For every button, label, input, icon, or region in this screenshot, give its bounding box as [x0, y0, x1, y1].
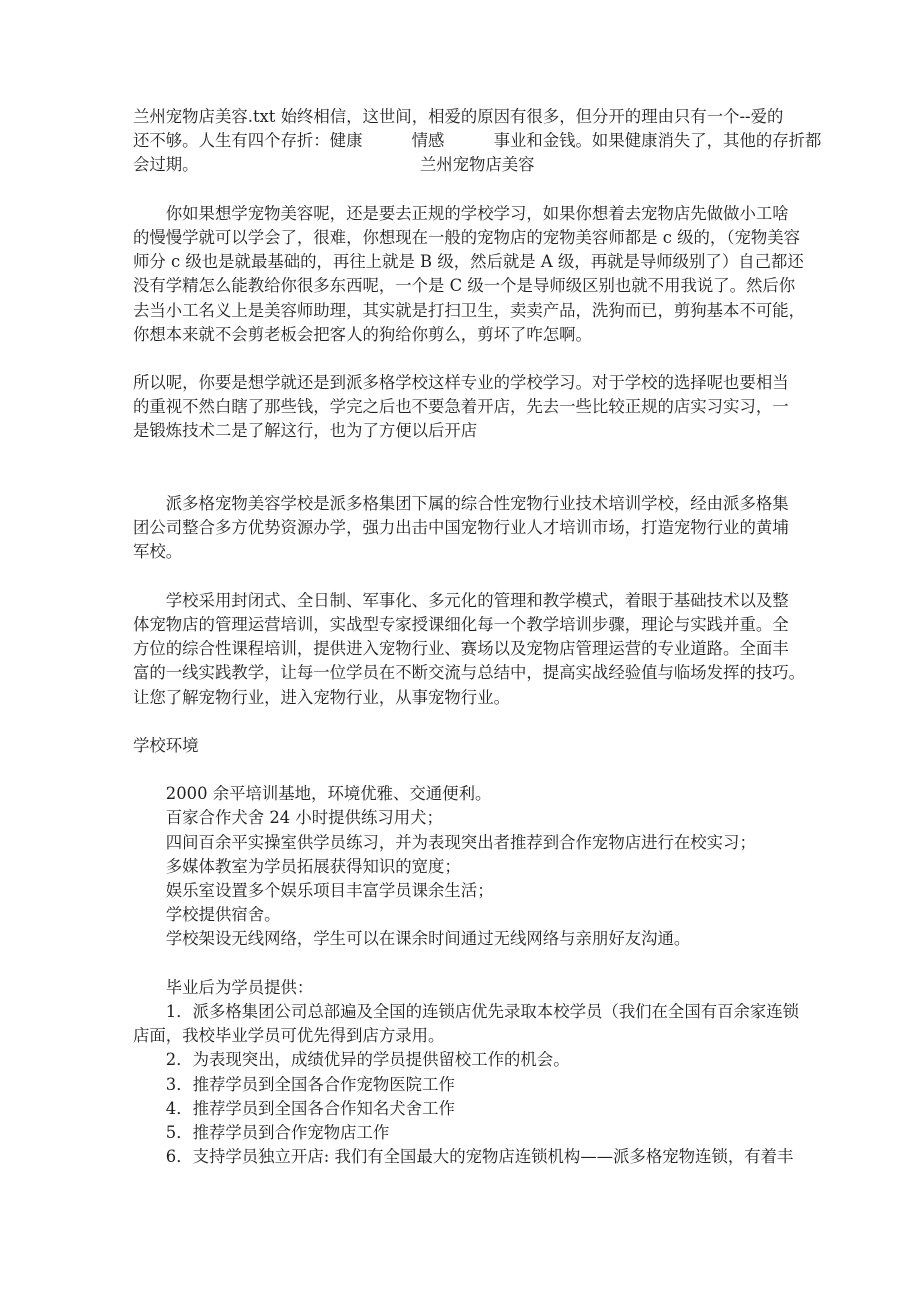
text-line: 所以呢，你要是想学就还是到派多格学校这样专业的学校学习。对于学校的选择呢也要相当: [133, 373, 789, 393]
text-line: 学校采用封闭式、全日制、军事化、多元化的管理和教学模式，着眼于基础技术以及整: [133, 590, 789, 610]
text-line: 的重视不然白瞎了那些钱，学完之后也不要急着开店，先去一些比较正规的店实习实习，一: [133, 397, 789, 417]
list-school-environment: [133, 782, 860, 951]
text-line: 店面，我校毕业学员可优先得到店方录用。: [133, 1026, 445, 1046]
text-line: 毕业后为学员提供：: [133, 977, 314, 997]
text-line: 学校架设无线网络，学生可以在课余时间通过无线网络与亲朋好友沟通。: [133, 929, 691, 949]
text-line: 还不够。人生有四个存折：健康 情感 事业和金钱。如果健康消失了，其他的存折都: [133, 131, 822, 151]
text-line: 去当小工名义上是美容师助理，其实就是打扫卫生，卖卖产品，洗狗而已，剪狗基本不可能，: [133, 300, 806, 320]
text-line: 百家合作犬舍 24 小时提供练习用犬；: [133, 808, 443, 828]
text-line: 学校环境: [133, 735, 199, 755]
text-line: 是锻炼技术二是了解这行，也为了方便以后开店: [133, 421, 478, 441]
list-graduate-benefits: [133, 976, 860, 1170]
text-line: 6．支持学员独立开店: 我们有全国最大的宠物店连锁机构——派多格宠物连锁，有着丰: [133, 1147, 794, 1167]
text-line: 军校。: [133, 542, 183, 562]
paragraph-learning-advice: [133, 202, 860, 347]
text-line: 方位的综合性课程培训，提供进入宠物行业、赛场以及宠物店管理运营的专业道路。全面丰: [133, 639, 789, 659]
text-line: 多媒体教室为学员拓展获得知识的宽度；: [133, 856, 461, 876]
paragraph-teaching-mode: [133, 589, 860, 710]
text-line: 你如果想学宠物美容呢，还是要去正规的学校学习，如果你想着去宠物店先做做小工啥: [133, 203, 789, 223]
text-line: 没有学精怎么能教给你很多东西呢，一个是 C 级一个是导师级区别也就不用我说了。然后你: [133, 276, 796, 296]
text-line: 2000 余平培训基地，环境优雅、交通便利。: [133, 784, 492, 804]
document-content: [133, 105, 860, 1169]
text-line: 体宠物店的管理运营培训，实战型专家授课细化每一个教学培训步骤，理论与实践并重。全: [133, 614, 789, 634]
text-line: 娱乐室设置多个娱乐项目丰富学员课余生活；: [133, 881, 494, 901]
text-line: 2．为表现突出，成绩优异的学员提供留校工作的机会。: [133, 1050, 570, 1070]
text-line: 4．推荐学员到全国各合作知名犬舍工作: [133, 1098, 455, 1118]
text-line: 3．推荐学员到全国各合作宠物医院工作: [133, 1074, 455, 1094]
text-line: 的慢慢学就可以学会了，很难，你想现在一般的宠物店的宠物美容师都是 c 级的，（宠物美容: [133, 227, 801, 247]
paragraph-intro: [133, 105, 860, 178]
text-line: 兰州宠物店美容.txt 始终相信，这世间，相爱的原因有很多，但分开的理由只有一个--爱的: [133, 107, 784, 126]
text-line: 学校提供宿舍。: [133, 905, 281, 925]
text-line: 会过期。 兰州宠物店美容: [133, 155, 535, 175]
text-line: 让您了解宠物行业，进入宠物行业，从事宠物行业。: [133, 687, 510, 707]
text-line: 派多格宠物美容学校是派多格集团下属的综合性宠物行业技术培训学校，经由派多格集: [133, 494, 789, 514]
heading-school-environment: [133, 734, 860, 758]
paragraph-school-intro: [133, 492, 860, 565]
text-line: 富的一线实践教学，让每一位学员在不断交流与总结中，提高实战经验值与临场发挥的技巧。: [133, 663, 806, 683]
text-line: 团公司整合多方优势资源办学，强力出击中国宠物行业人才培训市场，打造宠物行业的黄埔: [133, 518, 789, 538]
text-line: 5．推荐学员到合作宠物店工作: [133, 1122, 390, 1142]
text-line: 师分 c 级也是就最基础的，再往上就是 B 级，然后就是 A 级，再就是导师级别了）自己都还: [133, 252, 804, 272]
paragraph-school-choice: [133, 371, 860, 444]
text-line: 四间百余平实操室供学员练习，并为表现突出者推荐到合作宠物店进行在校实习；: [133, 832, 756, 852]
text-line: 你想本来就不会剪老板会把客人的狗给你剪么，剪坏了咋怎啊。: [133, 324, 592, 344]
text-line: 1．派多格集团公司总部遍及全国的连锁店优先录取本校学员（我们在全国有百余家连锁: [133, 1001, 800, 1021]
